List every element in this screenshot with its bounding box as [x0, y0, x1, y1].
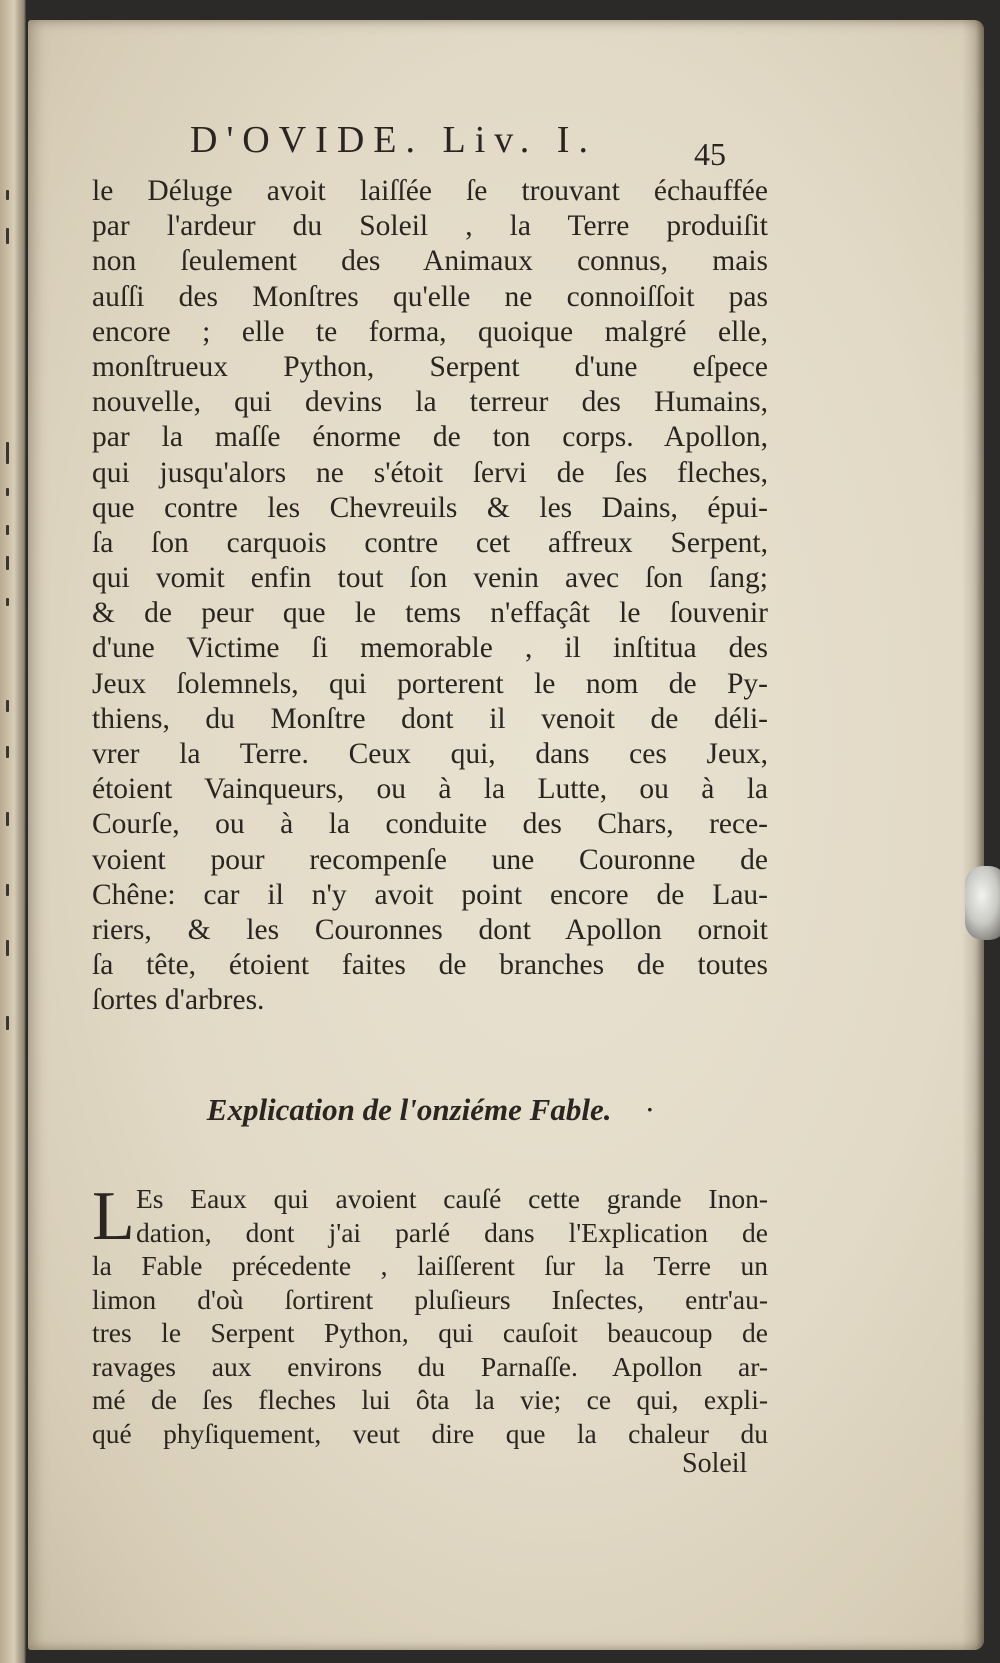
text-line: le Déluge avoit laiſſée ſe trouvant échauffée [92, 175, 768, 207]
drop-cap: L [92, 1178, 135, 1255]
running-head [190, 118, 750, 172]
edge-mark [6, 812, 9, 826]
text-line: auſſi des Monſtres qu'elle ne connoiſſoit pas [92, 280, 768, 313]
text-line: Courſe, ou à la conduite des Chars, rece- [92, 808, 768, 841]
edge-mark [6, 442, 9, 464]
section-heading [92, 1092, 768, 1128]
text-line: tres le Serpent Python, qui cauſoit beaucoup de [92, 1317, 768, 1348]
edge-mark [6, 488, 9, 496]
text-line: ſortes d'arbres. [92, 984, 265, 1017]
page-clip [965, 866, 1000, 940]
text-line: ſa tête, étoient faites de branches de toutes [92, 949, 768, 982]
text-line: voient pour recompenſe une Couronne de [92, 843, 768, 876]
explication-lines [92, 1178, 768, 1450]
text-line: la Fable précedente , laiſſerent ſur la Terre un [92, 1250, 768, 1281]
text-line: étoient Vainqueurs, ou à la Lutte, ou à la [92, 773, 768, 806]
facing-page-edge [0, 0, 26, 1663]
text-line: dation, dont j'ai parlé dans l'Explication de [136, 1216, 768, 1248]
edge-mark [6, 190, 9, 200]
text-line: par l'ardeur du Soleil , la Terre produiſit [92, 210, 768, 243]
text-line: vrer la Terre. Ceux qui, dans ces Jeux, [92, 738, 768, 770]
text-line: Jeux ſolemnels, qui porterent le nom de Py- [92, 667, 768, 700]
edge-mark [6, 525, 9, 535]
text-line: riers, & les Couronnes dont Apollon ornoit [92, 913, 768, 946]
text-line: par la maſſe énorme de ton corps. Apollon, [92, 421, 768, 454]
text-line: que contre les Chevreuils & les Dains, épui- [92, 491, 768, 524]
catchword: Soleil [682, 1448, 748, 1479]
text-line: mé de ſes fleches lui ôta la vie; ce qui, expli- [92, 1384, 768, 1415]
text-line: qui jusqu'alors ne s'étoit ſervi de ſes fleches, [92, 456, 768, 489]
text-line: qui vomit enfin tout ſon venin avec ſon ſang; [92, 562, 768, 595]
text-line: d'une Victime ſi memorable , il inſtitua des [92, 632, 768, 665]
page-number: 45 [694, 136, 726, 172]
text-line: limon d'où ſortirent pluſieurs Inſectes, entr'au- [92, 1283, 768, 1315]
text-line: Es Eaux qui avoient cauſé cette grande Inon- [136, 1183, 768, 1214]
edge-mark [6, 1016, 9, 1030]
edge-mark [6, 884, 9, 896]
text-line: encore ; elle te forma, quoique malgré elle, [92, 315, 768, 348]
running-head-title: D'OVIDE. Liv. I. [190, 119, 597, 161]
text-line: thiens, du Monſtre dont il venoit de déli- [92, 702, 768, 735]
edge-mark [6, 556, 9, 570]
fable-text [92, 174, 768, 1019]
text-line: nouvelle, qui devins la terreur des Humains, [92, 386, 768, 419]
text-line: & de peur que le tems n'effaçât le ſouvenir [92, 597, 768, 630]
edge-mark [6, 598, 9, 606]
text-line: non ſeulement des Animaux connus, mais [92, 245, 768, 278]
section-heading-mark: · [645, 1092, 654, 1127]
text-line: Chêne: car il n'y avoit point encore de Lau- [92, 878, 768, 911]
edge-mark [6, 746, 9, 758]
section-heading-text: Explication de l'onziéme Fable. [206, 1092, 612, 1127]
edge-mark [6, 228, 9, 244]
edge-mark [6, 940, 9, 956]
explication-text [92, 1178, 768, 1450]
edge-mark [6, 700, 9, 712]
page-edge-shadow [962, 20, 984, 1650]
text-line: ſa ſon carquois contre cet affreux Serpent, [92, 526, 768, 559]
text-line: monſtrueux Python, Serpent d'une eſpece [92, 350, 768, 383]
text-line: ravages aux environs du Parnaſſe. Apollon ar- [92, 1350, 768, 1382]
text-line: qué phyſiquement, veut dire que la chaleur du [92, 1417, 768, 1449]
